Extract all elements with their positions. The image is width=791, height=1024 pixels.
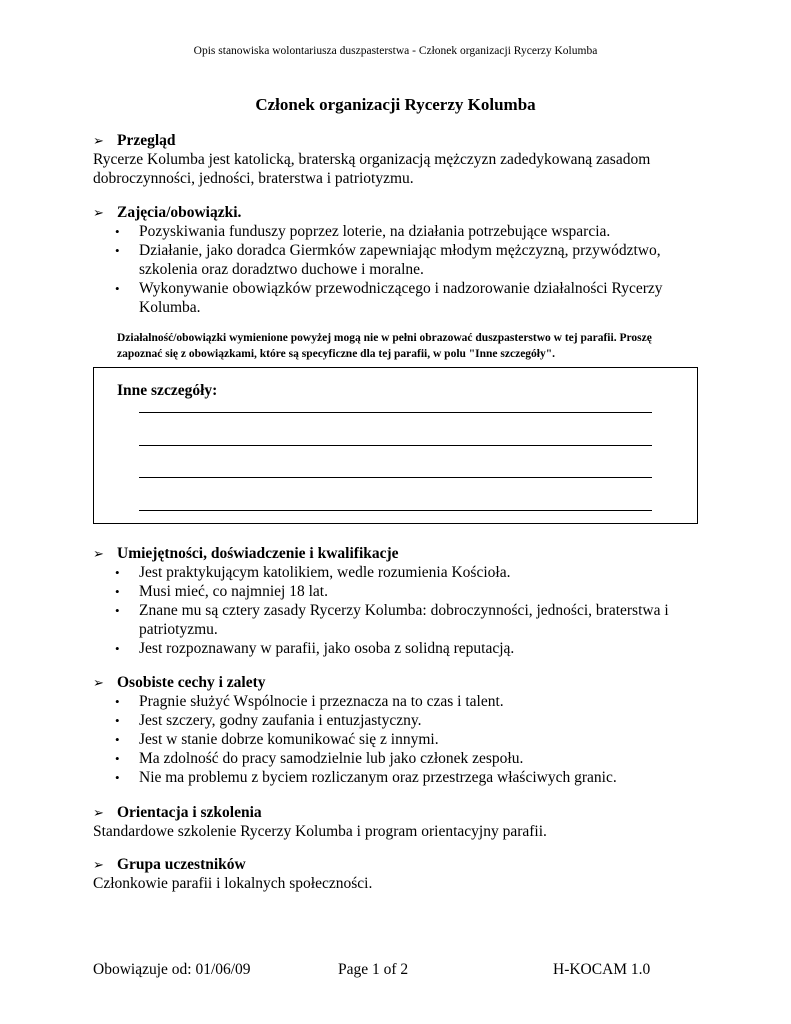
bullet-icon: •: [115, 565, 120, 580]
write-in-line: [139, 510, 652, 511]
duties-heading: Zajęcia/obowiązki.: [117, 204, 242, 221]
list-item: • Ma zdolność do pracy samodzielnie lub jako członek zespołu.: [115, 750, 524, 767]
list-item: • Jest praktykującym katolikiem, wedle rozumienia Kościoła.: [115, 564, 511, 581]
skills-heading: Umiejętności, doświadczenie i kwalifikacje: [117, 545, 399, 562]
list-item: • Znane mu są cztery zasady Rycerzy Kolumba: dobroczynności, jedności, braterstwa i patriotyzmu.: [115, 602, 669, 638]
list-item: • Nie ma problemu z byciem rozliczanym oraz przestrzega właściwych granic.: [115, 769, 617, 786]
bullet-icon: •: [115, 603, 120, 618]
list-item: • Jest rozpoznawany w parafii, jako osoba z solidną reputacją.: [115, 640, 515, 657]
section-participants: [93, 855, 703, 893]
page-header: Opis stanowiska wolontariusza duszpasterstwa - Członek organizacji Rycerzy Kolumba: [193, 45, 598, 57]
list-item: • Pragnie służyć Wspólnocie i przeznacza na to czas i talent.: [115, 693, 504, 710]
traits-heading: Osobiste cechy i zalety: [117, 674, 266, 691]
write-in-line: [139, 445, 652, 446]
arrow-bullet-icon: ➢: [93, 857, 104, 872]
section-heading: [93, 673, 703, 692]
bullet-icon: •: [115, 584, 120, 599]
bullet-icon: •: [115, 281, 120, 296]
other-details-box: [93, 367, 698, 524]
orientation-heading: Orientacja i szkolenia: [117, 804, 262, 821]
section-skills: [93, 544, 703, 658]
list-item: • Jest w stanie dobrze komunikować się z innymi.: [115, 731, 439, 748]
disclaimer-note: Działalność/obowiązki wymienione powyżej mogą nie w pełni obrazować duszpasterstwo w tej parafii. Proszę zapoznać się z obowiązkami, które są specyficzne dla tej parafii, w polu "Inne szczegóły".: [117, 332, 652, 360]
overview-heading: Przegląd: [117, 132, 176, 149]
document-title: Członek organizacji Rycerzy Kolumba: [255, 95, 536, 114]
section-heading: [93, 544, 703, 563]
write-in-line: [139, 412, 652, 413]
arrow-bullet-icon: ➢: [93, 805, 104, 820]
list-item: • Jest szczery, godny zaufania i entuzjastyczny.: [115, 712, 422, 729]
list-item: • Działanie, jako doradca Giermków zapewniając młodym mężczyzną, przywództwo, szkolenia oraz doradztwo duchowe i moralne.: [115, 242, 661, 278]
duties-list: [93, 222, 693, 317]
section-heading: [93, 203, 703, 222]
section-traits: [93, 673, 703, 787]
footer-document-code: H-KOCAM 1.0: [553, 961, 651, 978]
bullet-icon: •: [115, 641, 120, 656]
skills-list: [93, 563, 693, 658]
write-in-line: [139, 477, 652, 478]
section-duties: [93, 203, 703, 317]
participants-text: Członkowie parafii i lokalnych społeczności.: [93, 875, 373, 892]
bullet-icon: •: [115, 243, 120, 258]
footer-effective-date: Obowiązuje od: 01/06/09: [93, 961, 251, 978]
arrow-bullet-icon: ➢: [93, 675, 104, 690]
section-heading: [93, 855, 703, 874]
list-item: • Musi mieć, co najmniej 18 lat.: [115, 583, 328, 600]
section-orientation: [93, 803, 703, 841]
bullet-icon: •: [115, 732, 120, 747]
orientation-text: Standardowe szkolenie Rycerzy Kolumba i program orientacyjny parafii.: [93, 823, 547, 840]
traits-list: [93, 692, 693, 787]
bullet-icon: •: [115, 224, 120, 239]
list-item: • Pozyskiwania funduszy poprzez loterie, na działania potrzebujące wsparcia.: [115, 223, 611, 240]
bullet-icon: •: [115, 694, 120, 709]
arrow-bullet-icon: ➢: [93, 205, 104, 220]
arrow-bullet-icon: ➢: [93, 546, 104, 561]
bullet-icon: •: [115, 713, 120, 728]
participants-heading: Grupa uczestników: [117, 856, 246, 873]
section-overview: [93, 131, 703, 188]
bullet-icon: •: [115, 751, 120, 766]
list-item: • Wykonywanie obowiązków przewodniczącego i nadzorowanie działalności Rycerzy Kolumba.: [115, 280, 663, 316]
other-details-label: Inne szczegóły:: [117, 382, 218, 399]
section-heading: [93, 131, 703, 150]
section-heading: [93, 803, 703, 822]
arrow-bullet-icon: ➢: [93, 133, 104, 148]
bullet-icon: •: [115, 770, 120, 785]
overview-text: Rycerze Kolumba jest katolicką, braterską organizacją mężczyzn zadedykowaną zasadom dobroczynności, jedności, braterstwa i patriotyzmu.: [93, 151, 651, 187]
footer-page-number: Page 1 of 2: [338, 961, 409, 978]
